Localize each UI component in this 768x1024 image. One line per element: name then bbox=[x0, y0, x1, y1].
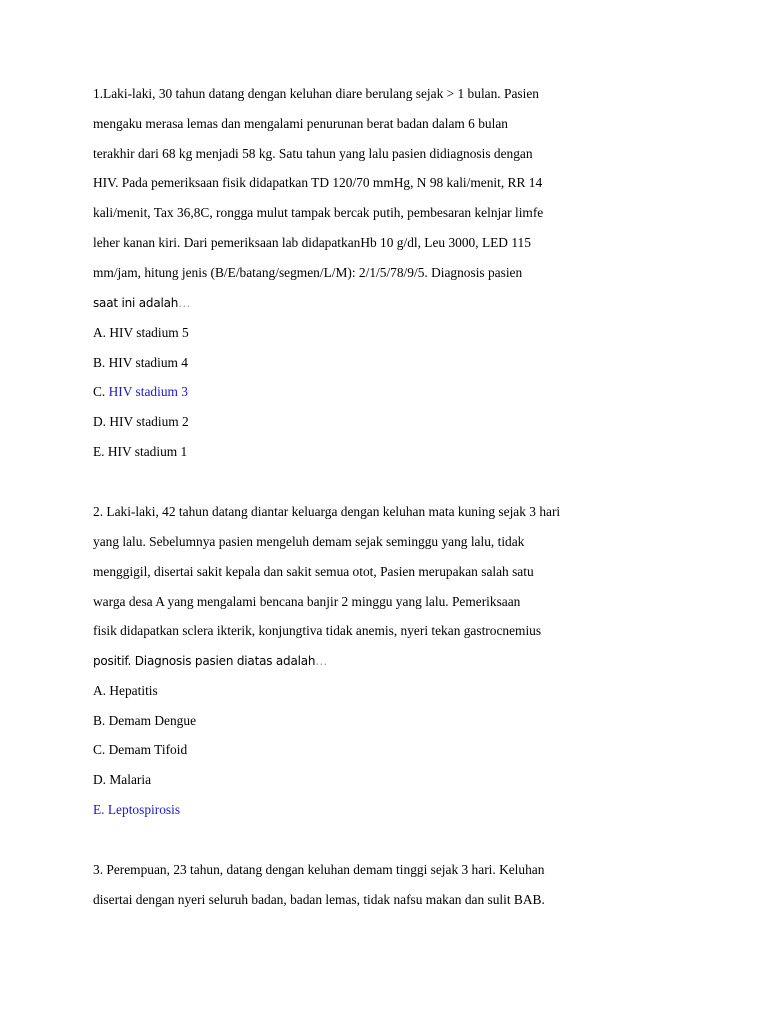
option-letter: B. bbox=[93, 355, 109, 370]
q1-option-b bbox=[93, 355, 188, 371]
option-text: HIV stadium 1 bbox=[107, 444, 188, 459]
q1-option-c bbox=[93, 384, 188, 400]
q1-ellipsis: … bbox=[178, 296, 190, 310]
q1-stem-line: 1.Laki-laki, 30 tahun datang dengan keluhan diare berulang sejak > 1 bulan. Pasien bbox=[93, 86, 539, 101]
option-letter: C. bbox=[93, 742, 109, 757]
q2-stem-line: fisik didapatkan sclera ikterik, konjungtiva tidak anemis, nyeri tekan gastrocnemius bbox=[93, 623, 542, 638]
option-text: HIV stadium 4 bbox=[108, 355, 188, 370]
option-letter: E. bbox=[93, 444, 108, 459]
q1-stem-line: mm/jam, hitung jenis (B/E/batang/segmen/L/M): 2/1/5/78/9/5. Diagnosis pasien bbox=[93, 265, 523, 280]
correct-answer-text: HIV stadium 3 bbox=[108, 384, 188, 399]
option-letter: B. bbox=[93, 713, 109, 728]
q2-option-c bbox=[93, 742, 187, 758]
option-letter: D. bbox=[93, 414, 110, 429]
q2-option-a bbox=[93, 683, 158, 699]
q2-option-b bbox=[93, 713, 196, 729]
option-text: Demam Dengue bbox=[108, 713, 197, 728]
q2-prompt bbox=[93, 653, 327, 669]
option-text: HIV stadium 5 bbox=[109, 325, 189, 340]
q2-prompt-text: positif. Diagnosis pasien diatas adalah bbox=[93, 654, 316, 668]
q2-stem-line: warga desa A yang mengalami bencana banjir 2 minggu yang lalu. Pemeriksaan bbox=[93, 594, 521, 609]
option-letter: A. bbox=[93, 325, 110, 340]
q1-option-a bbox=[93, 325, 189, 341]
option-letter: D. bbox=[93, 772, 110, 787]
q3-stem-line: 3. Perempuan, 23 tahun, datang dengan keluhan demam tinggi sejak 3 hari. Keluhan bbox=[93, 862, 545, 877]
q1-option-d bbox=[93, 414, 189, 430]
q3-stem-line: disertai dengan nyeri seluruh badan, badan lemas, tidak nafsu makan dan sulit BAB. bbox=[93, 892, 545, 907]
q1-option-e bbox=[93, 444, 187, 460]
q2-stem-line: 2. Laki-laki, 42 tahun datang diantar keluarga dengan keluhan mata kuning sejak 3 hari bbox=[93, 504, 561, 519]
q1-stem-line: mengaku merasa lemas dan mengalami penurunan berat badan dalam 6 bulan bbox=[93, 116, 508, 131]
q1-prompt-text: saat ini adalah bbox=[93, 296, 179, 310]
option-letter: A. bbox=[93, 683, 110, 698]
option-text: Demam Tifoid bbox=[108, 742, 188, 757]
q2-option-d bbox=[93, 772, 151, 788]
q1-stem-line: leher kanan kiri. Dari pemeriksaan lab didapatkanHb 10 g/dl, Leu 3000, LED 115 bbox=[93, 235, 531, 250]
option-letter: E. bbox=[93, 802, 108, 817]
option-letter: C. bbox=[93, 384, 109, 399]
option-text: HIV stadium 2 bbox=[109, 414, 189, 429]
q1-stem-line: HIV. Pada pemeriksaan fisik didapatkan TD 120/70 mmHg, N 98 kali/menit, RR 14 bbox=[93, 175, 543, 190]
q2-stem-line: menggigil, disertai sakit kepala dan sakit semua otot, Pasien merupakan salah satu bbox=[93, 564, 534, 579]
option-text: Malaria bbox=[109, 772, 152, 787]
option-text: Hepatitis bbox=[109, 683, 158, 698]
q2-option-e bbox=[93, 802, 180, 818]
q1-stem-line: kali/menit, Tax 36,8C, rongga mulut tampak bercak putih, pembesaran kelnjar limfe bbox=[93, 205, 544, 220]
q1-prompt bbox=[93, 295, 190, 311]
correct-answer-text: Leptospirosis bbox=[107, 802, 181, 817]
q2-stem-line: yang lalu. Sebelumnya pasien mengeluh demam sejak seminggu yang lalu, tidak bbox=[93, 534, 525, 549]
q2-ellipsis: … bbox=[315, 654, 328, 668]
q1-stem-line: terakhir dari 68 kg menjadi 58 kg. Satu tahun yang lalu pasien didiagnosis dengan bbox=[93, 146, 533, 161]
